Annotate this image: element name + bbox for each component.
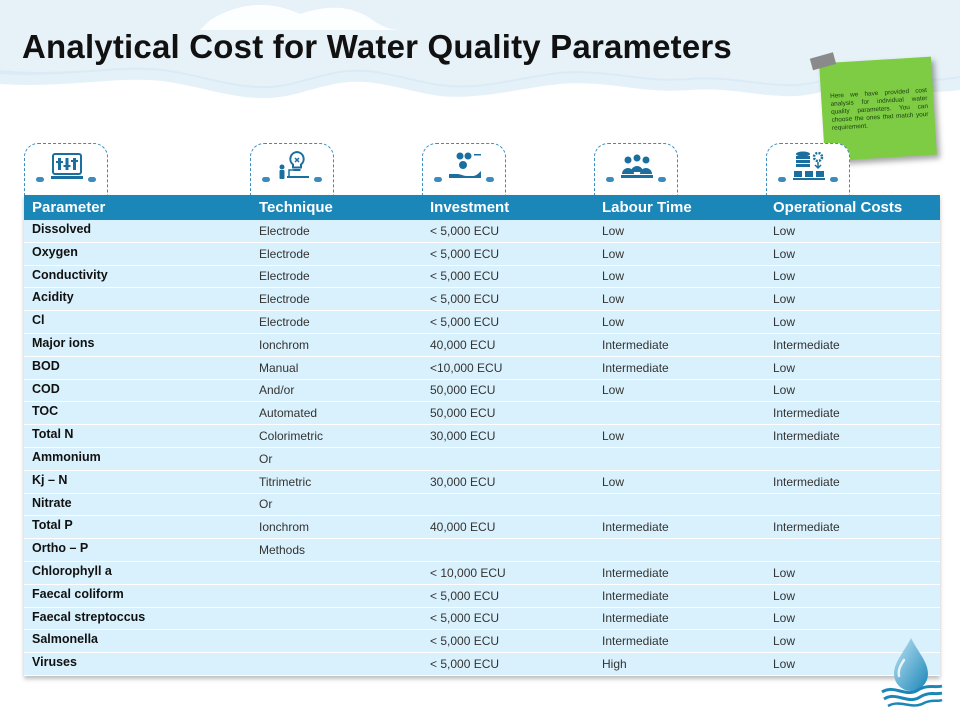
table-row	[24, 516, 940, 539]
water-drop-logo	[878, 636, 944, 708]
cell-parameter: Oxygen	[24, 242, 251, 265]
cell-technique: Electrode	[251, 311, 422, 334]
table-header-row	[24, 195, 940, 220]
cell-operational-costs: Low	[765, 630, 940, 653]
table-row	[24, 561, 940, 584]
cell-investment: 50,000 ECU	[422, 402, 594, 425]
connector-dot	[262, 177, 270, 182]
cell-parameter: Viruses	[24, 653, 251, 676]
cell-operational-costs: Low	[765, 561, 940, 584]
cell-technique: Manual	[251, 356, 422, 379]
table-row	[24, 470, 940, 493]
investment-icon-box	[422, 143, 506, 201]
cell-labour-time	[594, 539, 765, 562]
cell-operational-costs: Low	[765, 311, 940, 334]
cell-labour-time	[594, 447, 765, 470]
cell-technique: Ionchrom	[251, 516, 422, 539]
labour-icon-box	[594, 143, 678, 201]
cell-parameter: Chlorophyll a	[24, 561, 251, 584]
cost-table	[24, 195, 940, 676]
cell-parameter: Faecal coliform	[24, 584, 251, 607]
cell-technique: Or	[251, 447, 422, 470]
connector-dot	[658, 177, 666, 182]
cell-technique: Electrode	[251, 242, 422, 265]
cell-investment: 40,000 ECU	[422, 516, 594, 539]
cell-operational-costs: Intermediate	[765, 402, 940, 425]
cell-parameter: Faecal streptoccus	[24, 607, 251, 630]
table-row	[24, 607, 940, 630]
header-operational-costs: Operational Costs	[765, 195, 940, 220]
cell-operational-costs: Low	[765, 356, 940, 379]
cell-technique: Colorimetric	[251, 425, 422, 448]
cell-operational-costs: Low	[765, 265, 940, 288]
parameter-icon-box	[24, 143, 108, 201]
operational-icon-box	[766, 143, 850, 201]
cell-technique: Automated	[251, 402, 422, 425]
cell-labour-time: Low	[594, 470, 765, 493]
cell-technique	[251, 607, 422, 630]
connector-dot	[434, 177, 442, 182]
cell-technique: Electrode	[251, 288, 422, 311]
cell-technique	[251, 653, 422, 676]
cell-operational-costs: Low	[765, 242, 940, 265]
cell-technique	[251, 584, 422, 607]
cell-parameter: BOD	[24, 356, 251, 379]
team-icon	[619, 148, 655, 184]
cell-operational-costs: Intermediate	[765, 425, 940, 448]
header-parameter: Parameter	[24, 195, 251, 220]
cell-operational-costs: Intermediate	[765, 333, 940, 356]
table-row	[24, 242, 940, 265]
cell-parameter: Cl	[24, 311, 251, 334]
cell-parameter: Kj – N	[24, 470, 251, 493]
connector-dot	[36, 177, 44, 182]
cell-investment: 30,000 ECU	[422, 470, 594, 493]
connector-dot	[88, 177, 96, 182]
cell-technique: Electrode	[251, 265, 422, 288]
cell-labour-time: Intermediate	[594, 630, 765, 653]
cell-technique: Electrode	[251, 220, 422, 242]
table-row	[24, 539, 940, 562]
cell-investment: < 5,000 ECU	[422, 265, 594, 288]
page-title: Analytical Cost for Water Quality Parameters	[22, 28, 732, 65]
cell-labour-time: High	[594, 653, 765, 676]
table-row	[24, 493, 940, 516]
table-row	[24, 402, 940, 425]
cell-parameter: Ammonium	[24, 447, 251, 470]
cell-investment: < 5,000 ECU	[422, 607, 594, 630]
cell-operational-costs	[765, 493, 940, 516]
cell-parameter: Total P	[24, 516, 251, 539]
cell-parameter: Major ions	[24, 333, 251, 356]
table-row	[24, 356, 940, 379]
cell-parameter: TOC	[24, 402, 251, 425]
cell-investment: < 5,000 ECU	[422, 653, 594, 676]
cell-parameter: COD	[24, 379, 251, 402]
cell-operational-costs: Low	[765, 379, 940, 402]
cell-parameter: Nitrate	[24, 493, 251, 516]
cell-labour-time	[594, 402, 765, 425]
table-row	[24, 379, 940, 402]
cell-investment: < 5,000 ECU	[422, 584, 594, 607]
cell-technique: Ionchrom	[251, 333, 422, 356]
cell-labour-time: Intermediate	[594, 356, 765, 379]
table-row	[24, 447, 940, 470]
cell-investment	[422, 539, 594, 562]
cell-investment: < 5,000 ECU	[422, 311, 594, 334]
cell-investment: 30,000 ECU	[422, 425, 594, 448]
cell-labour-time: Low	[594, 311, 765, 334]
cell-labour-time: Low	[594, 288, 765, 311]
cell-parameter: Salmonella	[24, 630, 251, 653]
table-row	[24, 333, 940, 356]
header-labour-time: Labour Time	[594, 195, 765, 220]
cost-table-container	[24, 195, 940, 676]
cell-investment: < 5,000 ECU	[422, 242, 594, 265]
connector-dot	[778, 177, 786, 182]
cell-investment: 40,000 ECU	[422, 333, 594, 356]
cell-labour-time: Intermediate	[594, 561, 765, 584]
cell-investment: <10,000 ECU	[422, 356, 594, 379]
cell-technique: Or	[251, 493, 422, 516]
cell-labour-time: Low	[594, 425, 765, 448]
cell-labour-time: Intermediate	[594, 607, 765, 630]
table-body	[24, 220, 940, 675]
cell-investment: 50,000 ECU	[422, 379, 594, 402]
cell-technique	[251, 630, 422, 653]
cell-parameter: Conductivity	[24, 265, 251, 288]
cell-parameter: Acidity	[24, 288, 251, 311]
table-row	[24, 630, 940, 653]
cell-labour-time: Low	[594, 242, 765, 265]
cell-labour-time: Low	[594, 265, 765, 288]
sticky-note-text: Here we have provided cost analysis for individual water quality parameters. You can choose the ones that match your requirement.	[829, 86, 929, 132]
cell-labour-time	[594, 493, 765, 516]
cell-technique	[251, 561, 422, 584]
cell-operational-costs: Low	[765, 607, 940, 630]
cell-investment	[422, 493, 594, 516]
table-row	[24, 265, 940, 288]
cell-parameter: Total N	[24, 425, 251, 448]
cell-operational-costs	[765, 539, 940, 562]
cell-parameter: Dissolved	[24, 220, 251, 242]
cell-labour-time: Low	[594, 220, 765, 242]
cell-operational-costs: Low	[765, 584, 940, 607]
idea-person-icon	[275, 148, 311, 184]
connector-dot	[486, 177, 494, 182]
cell-technique: And/or	[251, 379, 422, 402]
database-gear-icon	[791, 148, 827, 184]
table-row	[24, 425, 940, 448]
cell-operational-costs	[765, 447, 940, 470]
cell-operational-costs: Low	[765, 653, 940, 676]
cell-operational-costs: Intermediate	[765, 516, 940, 539]
cell-parameter: Ortho – P	[24, 539, 251, 562]
cell-technique: Methods	[251, 539, 422, 562]
cell-labour-time: Intermediate	[594, 333, 765, 356]
cell-investment: < 5,000 ECU	[422, 630, 594, 653]
connector-dot	[314, 177, 322, 182]
cell-operational-costs: Low	[765, 220, 940, 242]
header-technique: Technique	[251, 195, 422, 220]
table-row	[24, 288, 940, 311]
table-row	[24, 653, 940, 676]
technique-icon-box	[250, 143, 334, 201]
connector-dot	[606, 177, 614, 182]
cell-labour-time: Intermediate	[594, 516, 765, 539]
table-row	[24, 311, 940, 334]
table-row	[24, 220, 940, 242]
cell-labour-time: Intermediate	[594, 584, 765, 607]
cell-investment: < 5,000 ECU	[422, 288, 594, 311]
connector-dot	[830, 177, 838, 182]
investment-hand-icon	[447, 148, 483, 184]
cell-operational-costs: Intermediate	[765, 470, 940, 493]
table-row	[24, 584, 940, 607]
control-panel-icon	[49, 148, 85, 184]
header-investment: Investment	[422, 195, 594, 220]
cell-investment	[422, 447, 594, 470]
cell-investment: < 5,000 ECU	[422, 220, 594, 242]
cell-investment: < 10,000 ECU	[422, 561, 594, 584]
cell-technique: Titrimetric	[251, 470, 422, 493]
cell-operational-costs: Low	[765, 288, 940, 311]
cell-labour-time: Low	[594, 379, 765, 402]
